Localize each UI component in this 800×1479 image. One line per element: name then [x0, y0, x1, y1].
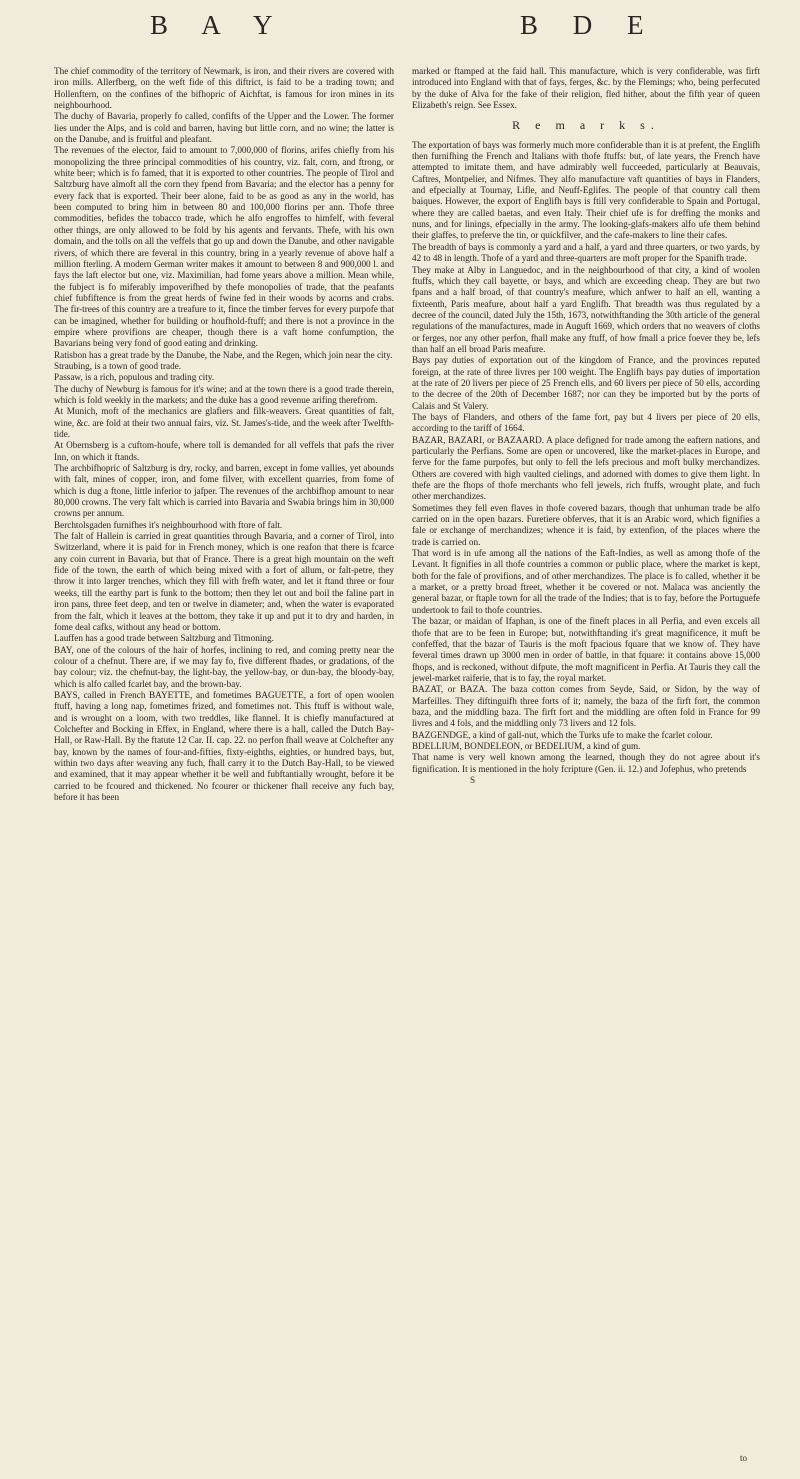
paragraph: The exportation of bays was formerly much more confiderable than it is at prefent, the Englifh then furnifhing the French and Italians with thofe ftuffs: but, of late years, the French have attempted to imitate them, and have admirably well fucceeded, particularly at Beauvais, Caftres, Montpelier, and Nifmes. They alfo manufacture vaft quantities of bays in Flanders, and efpecially at Tournay, Lifle, and Neuff-Eglifes. The people of that country call them baiques. However, the export of Englifh bays is ftill very confiderable to Spain and Portugal, where they are called baetas, and even Italy. Their chief ufe is for dreffing the monks and nuns, and for linings, efpecially in the army. The looking-glafs-makers alfo ufe them behind their glaffes, to preferve the tin, or quickfilver, and the cafe-makers to line their cafes. — [412, 139, 760, 241]
catchword: to — [740, 1453, 748, 1463]
paragraph: marked or ftamped at the faid hall. This manufacture, which is very confiderable, was firft introduced into England with that of fays, ferges, &c. by the Flemings; who, being perfecuted by the duke of Alva for the fake of their religion, fled hither, about the fifth year of queen Elizabeth's reign. See Essex. — [412, 66, 760, 111]
paragraph: Berchtolsgaden furnifhes it's neighbourhood with ftore of falt. — [54, 519, 283, 530]
entry-bazar: BAZAR, BAZARI, or BAZAARD. A place defigned for trade among the eaftern nations, and particularly the Perfians. Some are open or uncovered, like the market-places in Europe, and ferve for the fame purpofes, but only to fell the lefs precious and moft bulky merchandizes. Others are covered with high vaulted cielings, and adorned with domes to give them light. In thefe are the fhops of thofe merchants who fell jewels, rich ftuffs, wrought plate, and fuch other merchandizes. — [412, 434, 760, 502]
entry-bay: BAY, one of the colours of the hair of horfes, inclining to red, and coming pretty near the colour of a chefnut. There are, if we may fay fo, five different fhades, or gradations, of the bay colour; viz. the chefnut-bay, the light-bay, the yellow-bay, or dun-bay, the bloody-bay, which is alfo called fcarlet bay, and the brown-bay. — [54, 644, 394, 689]
paragraph: The bazar, or maidan of Ifaphan, is one of the fineft places in all Perfia, and even excels all thofe that are to be feen in Europe; but, notwithftanding it's great magnificence, it muft be confeffed, that the bazar of Tauris is the moft fpacious fquare that we know of. They have feveral times drawn up 3000 men in order of battle, in that fquare: it contains above 15,000 fhops, and is reckoned, without difpute, the moft magnificent in Perfia. At Tauris they call the jewel-market raiferie, that is to fay, the royal market. — [412, 616, 760, 683]
running-head-left: B A Y — [150, 10, 287, 40]
entry-bays: BAYS, called in French BAYETTE, and fometimes BAGUETTE, a fort of open woolen ftuff, having a long nap, fometimes frized, and fometimes not. This ftuff is without wale, and is wrought on a loom, with two treddles, like flannel. It is chiefly manufactured at Colchefter and Bocking in Effex, in England, where there is a hall, called the Dutch Bay-Hall, or Raw-Hall. By the ftatute 12 Car. II. cap. 22. no perfon fhall weave at Colchefter any bay, known by the names of four-and-fifties, fixty-eighths, eighties, or hundred bays, but, within two days after weaving any fuch, fhall carry it to the Dutch Bay-Hall, to be viewed and examined, that it may appear whether it be well and fubftantially wrought, before it be carried to be fcoured and thickened. No fcourer or thickener fhall receive any fuch bay, before it has been — [54, 689, 394, 802]
paragraph: The duchy of Bavaria, properly fo called, confifts of the Upper and the Lower. The former lies under the Alps, and is cold and barren, having but little corn, and no wine; the latter is on the Danube, and is fruitful and pleafant. — [54, 111, 394, 145]
signature-mark: S — [470, 774, 476, 785]
paragraph: Lauffen has a good trade between Saltzburg and Titmoning. — [54, 633, 274, 644]
remarks-heading: R e m a r k s. — [512, 118, 660, 133]
entry-bazat: BAZAT, or BAZA. The baza cotton comes from Seyde, Said, or Sidon, by the way of Marfeilles. They diftinguifh three forts of it; namely, the baza of the firft fort, the common baza, and the middling baza. The firft fort and the middling are often fold in France for 99 livres and 4 fols, and the middling only 73 livers and 12 fols. — [412, 684, 760, 729]
paragraph: They make at Alby in Languedoc, and in the neighbourhood of that city, a kind of woolen ftuffs, which they call bayette, or bays, and which are exceeding cheap. They are but two fpans and a half broad, of that country's meafure, which anfwer to half an ell, wanting a fixteenth, Paris meafure, about half a yard Englifh. That breadth was thus regulated by a decree of the council, dated July the 15th, 1673, notwithftanding the 30th article of the general regulations of the manufactures, made in Auguft 1669, which orders that no weavers of cloths or ferges, nor any other perfon, fhall make any ftuff, of how fmall a price foever they be, lefs than half an ell broad Paris meafure. — [412, 264, 760, 354]
paragraph: That word is in ufe among all the nations of the Eaft-Indies, as well as among thofe of the Levant. It fignifies in all thofe countries a common or public place, where the market is kept, both for the fale of provifions, and of other merchandizes. The place is fo called, whether it be a market, or a pretty broad ftreet, whether it be covered or not. Malaca was anciently the general bazar, or ftaple town for all the trade of the Indies; that is to fay, before the Portuguefe undertook to fail to thofe countries. — [412, 548, 760, 615]
paragraph: The duchy of Newburg is famous for it's wine; and at the town there is a good trade therein, which is fold weekly in the markets; and the duke has a good revenue arifing therefrom. — [54, 383, 394, 405]
running-head — [0, 6, 800, 66]
paragraph: Ratisbon has a great trade by the Danube, the Nabe, and the Regen, which join near the city. — [54, 349, 393, 360]
paragraph: The chief commodity of the territory of Newmark, is iron, and their rivers are covered with iron mills. Allerfberg, on the weft fide of this diftrict, is faid to be a trading town; and Hollenftern, on the confines of the bifhopric of Aichftat, is famous for iron mines in its neighbourhood. — [54, 66, 394, 111]
paragraph: Sometimes they fell even flaves in thofe covered bazars, though that unhuman trade be alfo carried on in the open bazars. Furetiere obferves, that it is an Arabic word, which fignifies a fale or exchange of merchandizes; whence it is faid, by extenfion, of the places where the trade is carried on. — [412, 502, 760, 547]
paragraph: Bays pay duties of exportation out of the kingdom of France, and the provinces reputed foreign, at the rate of three livres per 100 weight. The Englifh bays pay duties of importation at the rate of 20 livers per piece of 25 French ells, and 60 livers per piece of 50 ells, according to the decree of the 20th of December 1687; nor can they be imported but by the ports of Calais and St Valery. — [412, 355, 760, 411]
paragraph: The falt of Hallein is carried in great quantities through Bavaria, and a corner of Tirol, into Switzerland, where it is paid for in French money, which is one reafon that there is fcarce any coin current in Bavaria, but that of France. There is a great high mountain on the weft fide of the town, the earth of which being mixed with a fort of allum, or falt-petre, they throw it into larger trenches, which they fill with frefh water, and let it ftand three or four weeks, till the earthy part is funk to the bottom; then they let out and boil the faline part in iron pans, three feet deep, and ten or twelve in diameter; and, when the water is evaporated from the falt, which it leaves at the bottom, they take it up and put it to dry and harden, in fome deal cafks, without any head or bottom. — [54, 531, 394, 632]
paragraph: Straubing, is a town of good trade. — [54, 360, 182, 371]
paragraph: The breadth of bays is commonly a yard and a half, a yard and three quarters, or two yards, by 42 to 48 in length. Thofe of a yard and three-quarters are moft proper for the Spanifh trade. — [412, 241, 760, 264]
paragraph: That name is very well known among the learned, though they do not agree about it's fignification. It is mentioned in the holy fcripture (Gen. ii. 12.) and Jofephus, who pretends — [412, 752, 760, 774]
paragraph: The bays of Flanders, and others of the fame fort, pay but 4 livers per piece of 20 ells, according to the tariff of 1664. — [412, 411, 760, 434]
paragraph: The archbifhopric of Saltzburg is dry, rocky, and barren, except in fome vallies, yet abounds with falt, mines of copper, iron, and fome filver, with excellent quarries, from fome of which is dug a ftone, little inferior to jafper. The revenues of the archbifhop amount to near 80,000 crowns. The very falt which is carried into Bavaria and Swabia brings him in 30,000 crowns per annum. — [54, 463, 394, 519]
paragraph: The revenues of the elector, faid to amount to 7,000,000 of florins, arifes chiefly from his monopolizing the three principal commodities of his country, viz. falt, corn, and ftrong, or white beer; which is fo famed, that it is exported to other countries. The people of Tirol and Saltzburg have almoft all the corn they fpend from Bavaria; and the elector has a penny for every fack that is exported. Their beer alone, faid to be as good as any in the world, has been computed to bring him in between 80 and 100,000 florins per ann. Thofe three commodities, befides the tobacco trade, which he alfo engroffes to himfelf, with feveral other things, are only allowed to be fold by his agents and fervants. Thefe, with his own domain, and the tolls on all the veffels that go up and down the Danube, and other navigable rivers, of which there are feveral in this country, bring in a yearly revenue of above half a million fterling. A modern German writer makes it amount to between 8 and 900,000 l. and fays the laft elector but one, viz. Maximilian, had fome years above a million. Mean while, the fubject is fo miferably impoverifhed by thefe monopolies of trade, that the peafants chief fubfiftence is from the great herds of fwine fed in their woods by acorns and crabs. The fir-trees of this country are a treafure to it, fince the timber ferves for every purpofe that can be imagined, whether for building or houfhold-ftuff; and there is not a province in the empire where provifions are cheaper, though there is a vaft home confumption, the Bavarians being very fond of good eating and drinking. — [54, 145, 394, 349]
running-head-right: B D E — [520, 10, 658, 40]
left-column — [54, 66, 394, 803]
entry-bazgendge: BAZGENDGE, a kind of gall-nut, which the Turks ufe to make the fcarlet colour. — [412, 729, 713, 740]
paragraph: Passaw, is a rich, populous and trading city. — [54, 372, 215, 383]
paragraph: At Munich, moft of the mechanics are glafiers and filk-weavers. Great quantities of falt, wine, &c. are fold at their two annual fairs, viz. St. James's-tide, and the week after Twelfth-tide. — [54, 406, 394, 439]
right-column — [412, 66, 760, 786]
entry-bdellium: BDELLIUM, BONDELEON, or BEDELIUM, a kind of gum. — [412, 740, 641, 751]
paragraph: At Obernsberg is a cuftom-houfe, where toll is demanded for all veffels that pafs the river Inn, on which it ftands. — [54, 440, 394, 462]
